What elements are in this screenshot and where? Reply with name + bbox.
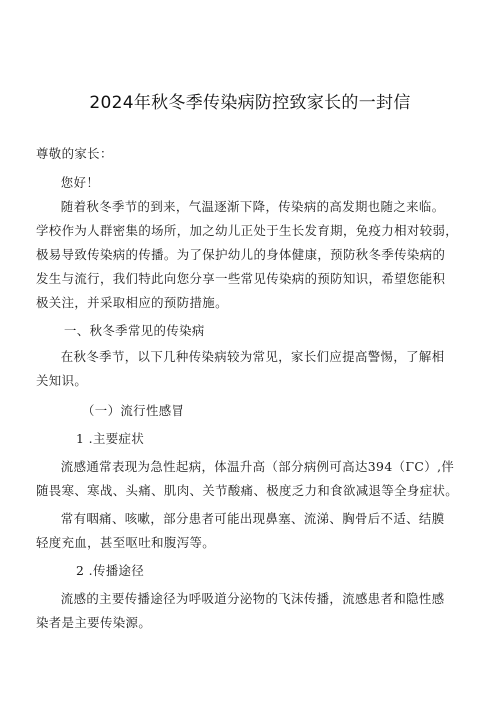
salutation: 尊敬的家长： bbox=[36, 146, 113, 161]
page-title: 2024年秋冬季传染病防控致家长的一封信 bbox=[89, 93, 411, 113]
paragraph-line: 染者是主要传染源。 bbox=[36, 615, 152, 630]
transmission-paragraph bbox=[36, 587, 466, 635]
paragraph-line: 关知识。 bbox=[36, 373, 88, 388]
paragraph-line: 随着秋冬季节的到来，气温逐渐下降，传染病的高发期也随之来临。 bbox=[60, 199, 445, 214]
section-paragraph bbox=[36, 345, 466, 393]
paragraph-line: 极关注，并采取相应的预防措施。 bbox=[36, 295, 228, 310]
paragraph-line: 在秋冬季节，以下几种传染病较为常见，家长们应提高警惕，了解相 bbox=[60, 349, 445, 364]
letter-body bbox=[36, 142, 466, 635]
numbered-heading: 1 .主要症状 bbox=[76, 431, 145, 446]
paragraph-line: 流感的主要传播途径为呼吸道分泌物的飞沫传播，流感患者和隐性感 bbox=[60, 591, 445, 606]
paragraph-line: 发生与流行，我们特此向您分享一些常见传染病的预防知识，希望您能积 bbox=[36, 271, 446, 286]
subsection-heading: （一）流行性感冒 bbox=[82, 403, 185, 418]
paragraph-line: 流感通常表现为急性起病，体温升高（部分病例可高达394（ΓC）,伴 bbox=[60, 459, 455, 474]
numbered-heading: 2 .传播途径 bbox=[76, 563, 145, 578]
paragraph-line: 随畏寒、寒战、头痛、肌肉、关节酸痛、极度乏力和食欲减退等全身症状。 bbox=[36, 483, 459, 498]
symptoms-paragraph-2 bbox=[36, 507, 466, 555]
paragraph-line: 极易导致传染病的传播。为了保护幼儿的身体健康，预防秋冬季传染病的 bbox=[36, 247, 446, 262]
section-heading: 一、秋冬季常见的传染病 bbox=[64, 323, 205, 338]
paragraph-line: 学校作为人群密集的场所，加之幼儿正处于生长发育期，免疫力相对较弱， bbox=[36, 223, 459, 238]
symptoms-paragraph bbox=[36, 455, 466, 503]
greeting-line: 您好！ bbox=[60, 175, 100, 190]
paragraph-line: 常有咽痛、咳嗽，部分患者可能出现鼻塞、流涕、胸骨后不适、结膜 bbox=[60, 511, 445, 526]
paragraph-line: 轻度充血，甚至呕吐和腹泻等。 bbox=[36, 535, 216, 550]
intro-paragraph bbox=[36, 195, 466, 315]
